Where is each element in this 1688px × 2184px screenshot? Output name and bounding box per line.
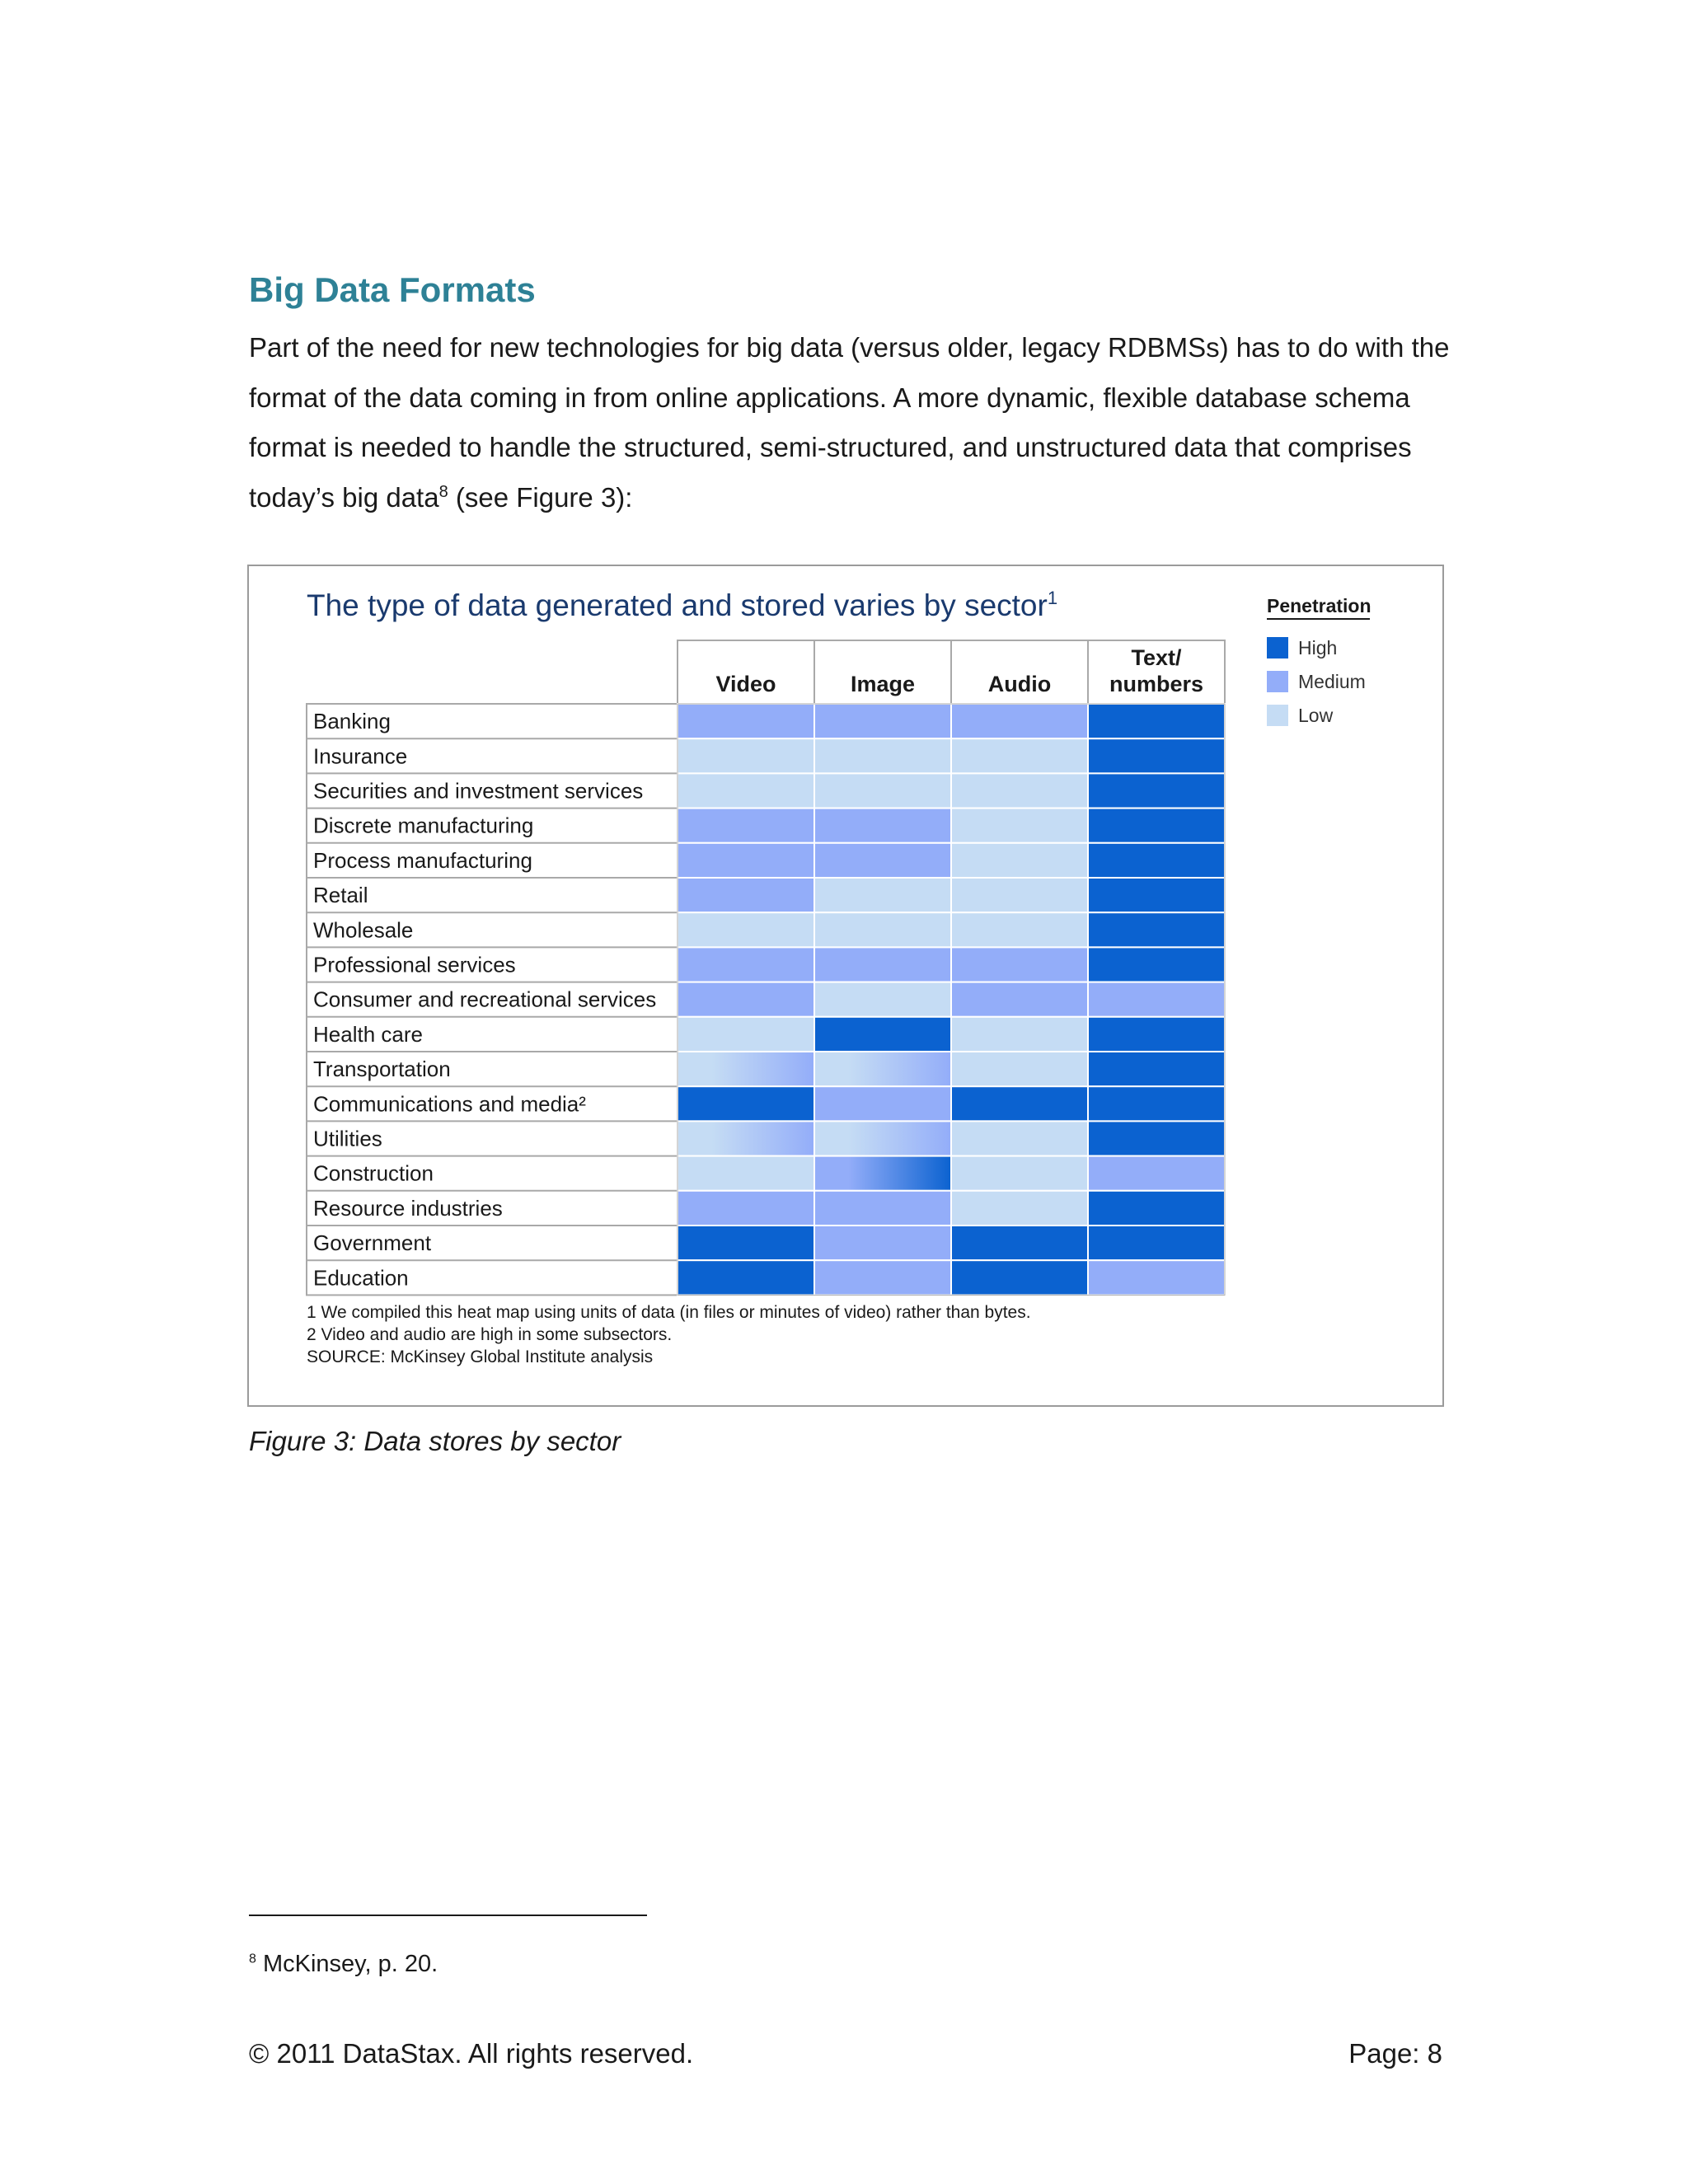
heatmap-cell (678, 808, 814, 843)
heatmap-cell (814, 947, 951, 982)
chart-footnote: 1 We compiled this heat map using units of data (in files or minutes of video) rather than bytes. (307, 1303, 1031, 1322)
heatmap-cell (678, 1156, 814, 1191)
heatmap-cell (678, 1260, 814, 1295)
heatmap-cell (1088, 947, 1225, 982)
row-label: Retail (313, 883, 368, 908)
heatmap-cell (814, 738, 951, 773)
legend-title: Penetration (1267, 595, 1372, 616)
row-label: Insurance (313, 743, 408, 769)
legend-swatch (1267, 637, 1288, 658)
row-label: Utilities (313, 1126, 382, 1151)
footnote-number: 8 (249, 1952, 256, 1966)
heatmap-cell (814, 1017, 951, 1052)
heatmap-cell (814, 1260, 951, 1295)
column-header: Image (850, 672, 916, 696)
row-label: Consumer and recreational services (313, 987, 657, 1012)
row-label: Education (313, 1265, 409, 1291)
row-label: Process manufacturing (313, 847, 532, 873)
heatmap-cell (678, 1226, 814, 1260)
heatmap-cell (1088, 808, 1225, 843)
heatmap-cell (1088, 704, 1225, 738)
heatmap-cell (678, 1191, 814, 1226)
heatmap-cell (678, 1086, 814, 1121)
heatmap-cell (1088, 1017, 1225, 1052)
column-header: Text/ numbers (1109, 645, 1204, 696)
heatmap-cell (951, 808, 1088, 843)
heatmap-cell (814, 912, 951, 947)
row-label: Resource industries (313, 1195, 503, 1221)
heatmap-cell (951, 1226, 1088, 1260)
heatmap-cell (951, 982, 1088, 1017)
legend-label: High (1298, 637, 1338, 658)
chart-footnote: 2 Video and audio are high in some subsectors. (307, 1325, 673, 1344)
heatmap-cell (1088, 1226, 1225, 1260)
heatmap-cell (1088, 1121, 1225, 1155)
column-header: Video (715, 672, 776, 696)
legend-label: Low (1298, 705, 1334, 726)
heatmap-cell (1088, 1260, 1225, 1295)
figure-caption: Figure 3: Data stores by sector (249, 1426, 621, 1456)
heatmap-cell (814, 843, 951, 878)
figure-3 (247, 565, 1444, 1407)
heatmap-cell (814, 1086, 951, 1121)
legend-swatch (1267, 671, 1288, 692)
legend-label: Medium (1298, 671, 1366, 692)
heatmap-cell (951, 773, 1088, 808)
heatmap-cell (678, 843, 814, 878)
row-label: Professional services (313, 952, 516, 977)
heatmap-cell (951, 843, 1088, 878)
heatmap-cell (1088, 1156, 1225, 1191)
heatmap-cell (951, 1017, 1088, 1052)
heatmap-cell (951, 1191, 1088, 1226)
heatmap-cell (814, 878, 951, 912)
heatmap-cell (678, 1017, 814, 1052)
heatmap-cell (1088, 1086, 1225, 1121)
heatmap-cell (1088, 843, 1225, 878)
heatmap-cell (951, 704, 1088, 738)
heatmap-cell (678, 773, 814, 808)
footnote (249, 1951, 438, 1978)
footer-copyright: © 2011 DataStax. All rights reserved. (249, 2038, 694, 2069)
intro-after: (see Figure 3): (448, 481, 633, 513)
row-label: Wholesale (313, 917, 414, 943)
chart-source: SOURCE: McKinsey Global Institute analysis (307, 1347, 654, 1366)
heatmap-cell (1088, 773, 1225, 808)
footnote-ref[interactable]: 8 (438, 482, 448, 501)
heatmap-cell (814, 1156, 951, 1191)
intro-paragraph (249, 323, 1452, 523)
heatmap-cell (814, 1052, 951, 1086)
heatmap-cell (678, 738, 814, 773)
section-heading: Big Data Formats (249, 270, 536, 309)
row-label: Discrete manufacturing (313, 813, 534, 838)
heatmap-cell (951, 1156, 1088, 1191)
heatmap-cell (814, 1226, 951, 1260)
heatmap-cell (1088, 912, 1225, 947)
row-label: Communications and media² (313, 1091, 586, 1117)
row-label: Construction (313, 1160, 434, 1186)
row-label: Banking (313, 709, 391, 734)
row-label: Health care (313, 1021, 423, 1047)
heatmap-cell (814, 808, 951, 843)
row-label: Transportation (313, 1057, 451, 1082)
intro-text: Part of the need for new technologies for big data (versus older, legacy RDBMSs) has to do with the format of the data coming in from online applications. A more dynamic, flexible database schema format is needed to handle the structured, semi-structured, and unstructured data that comprises today’s big data (249, 332, 1450, 513)
heatmap-cell (678, 912, 814, 947)
heatmap-cell (814, 704, 951, 738)
chart-title: The type of data generated and stored varies by sector$^1$ (307, 588, 1058, 622)
heatmap-cell (678, 1052, 814, 1086)
heatmap-cell (951, 1052, 1088, 1086)
row-label: Securities and investment services (313, 778, 644, 804)
heatmap-cell (678, 1121, 814, 1155)
footnote-text: McKinsey, p. 20. (262, 1951, 438, 1977)
heatmap-cell (951, 1121, 1088, 1155)
heatmap-cell (1088, 878, 1225, 912)
heatmap-cell (1088, 1052, 1225, 1086)
heatmap-cell (678, 878, 814, 912)
heatmap-cell (951, 947, 1088, 982)
heatmap-cell (678, 947, 814, 982)
heatmap-cell (951, 1086, 1088, 1121)
heatmap-cell (678, 704, 814, 738)
heatmap-cell (814, 1191, 951, 1226)
footnote-divider (249, 1915, 647, 1916)
heatmap-cell (951, 912, 1088, 947)
column-header: Audio (987, 672, 1052, 696)
heatmap-cell (951, 738, 1088, 773)
heatmap-cell (678, 982, 814, 1017)
heatmap-cell (1088, 982, 1225, 1017)
heatmap-cell (814, 1121, 951, 1155)
heatmap-cell (1088, 738, 1225, 773)
row-label: Government (313, 1230, 432, 1256)
heatmap-cell (1088, 1191, 1225, 1226)
legend-swatch (1267, 705, 1288, 726)
heatmap-cell (951, 1260, 1088, 1295)
heatmap-cell (814, 773, 951, 808)
heatmap-cell (814, 982, 951, 1017)
heatmap-cell (951, 878, 1088, 912)
footer-page-number: Page: 8 (1348, 2038, 1442, 2069)
heatmap-chart (249, 566, 1442, 1405)
